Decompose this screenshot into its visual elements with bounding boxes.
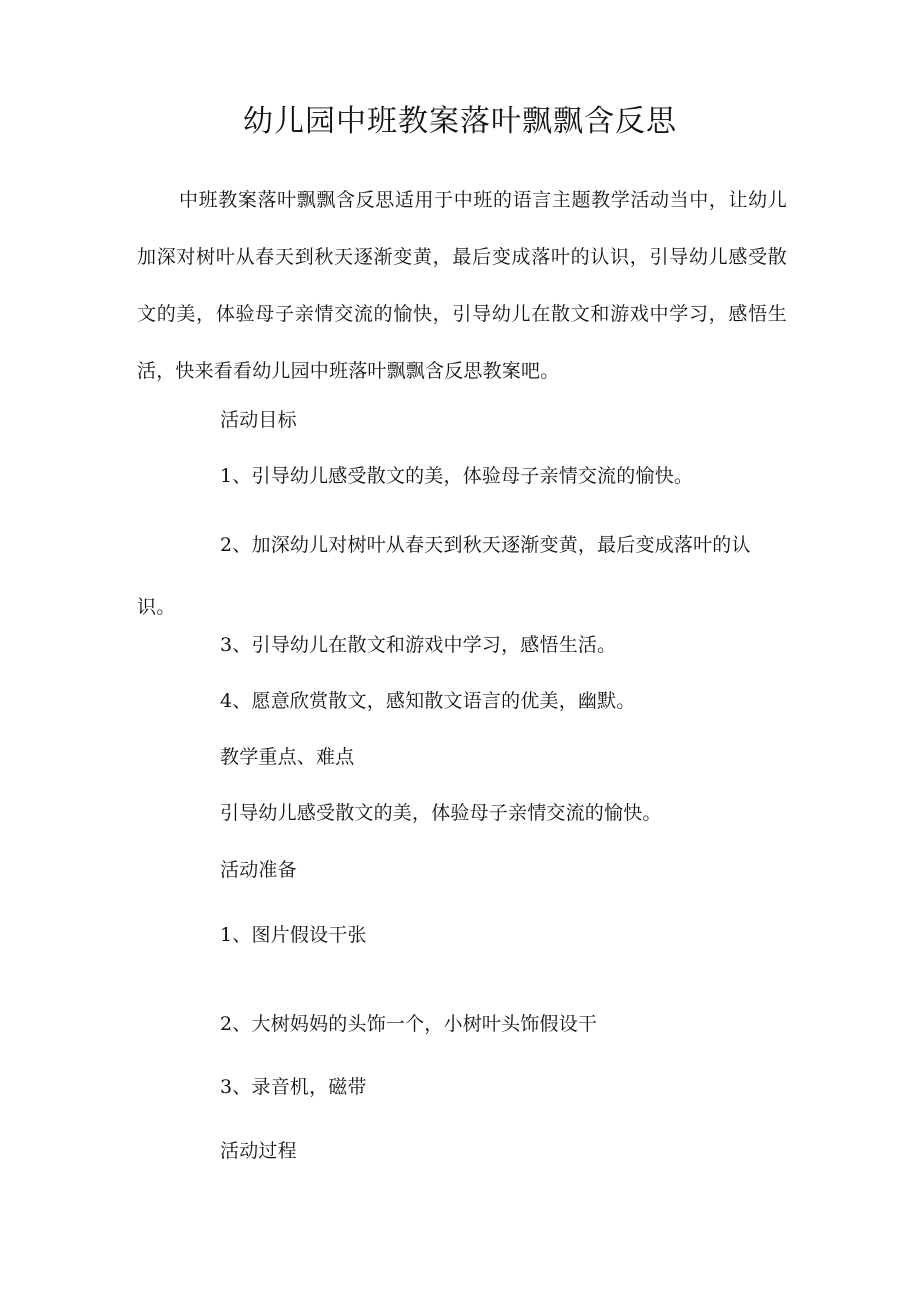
intro-paragraph: 中班教案落叶飘飘含反思适用于中班的语言主题教学活动当中，让幼儿加深对树叶从春天到秋天逐渐变黄，最后变成落叶的认识，引导幼儿感受散文的美，体验母子亲情交流的愉快，引导幼儿在散文和游戏中学习，感悟生活，快来看看幼儿园中班落叶飘飘含反思教案吧。 bbox=[137, 189, 787, 382]
goal-item-2: 2、加深幼儿对树叶从春天到秋天逐渐变黄，最后变成落叶的认识。 bbox=[137, 534, 751, 618]
prep-item-1: 1、图片假设干张 bbox=[220, 924, 367, 946]
focus-heading: 教学重点、难点 bbox=[220, 746, 355, 768]
focus-text: 引导幼儿感受散文的美，体验母子亲情交流的愉快。 bbox=[220, 802, 662, 824]
goals-heading: 活动目标 bbox=[220, 409, 297, 431]
document-title: 幼儿园中班教案落叶飘飘含反思 bbox=[243, 104, 677, 139]
prep-item-3: 3、录音机，磁带 bbox=[220, 1076, 367, 1098]
prep-heading: 活动准备 bbox=[220, 859, 297, 881]
process-heading: 活动过程 bbox=[220, 1140, 297, 1162]
goal-item-3: 3、引导幼儿在散文和游戏中学习，感悟生活。 bbox=[220, 634, 617, 656]
prep-item-2: 2、大树妈妈的头饰一个，小树叶头饰假设干 bbox=[220, 1013, 598, 1035]
goal-item-4: 4、愿意欣赏散文，感知散文语言的优美，幽默。 bbox=[220, 690, 636, 712]
goal-item-1: 1、引导幼儿感受散文的美，体验母子亲情交流的愉快。 bbox=[220, 465, 694, 487]
